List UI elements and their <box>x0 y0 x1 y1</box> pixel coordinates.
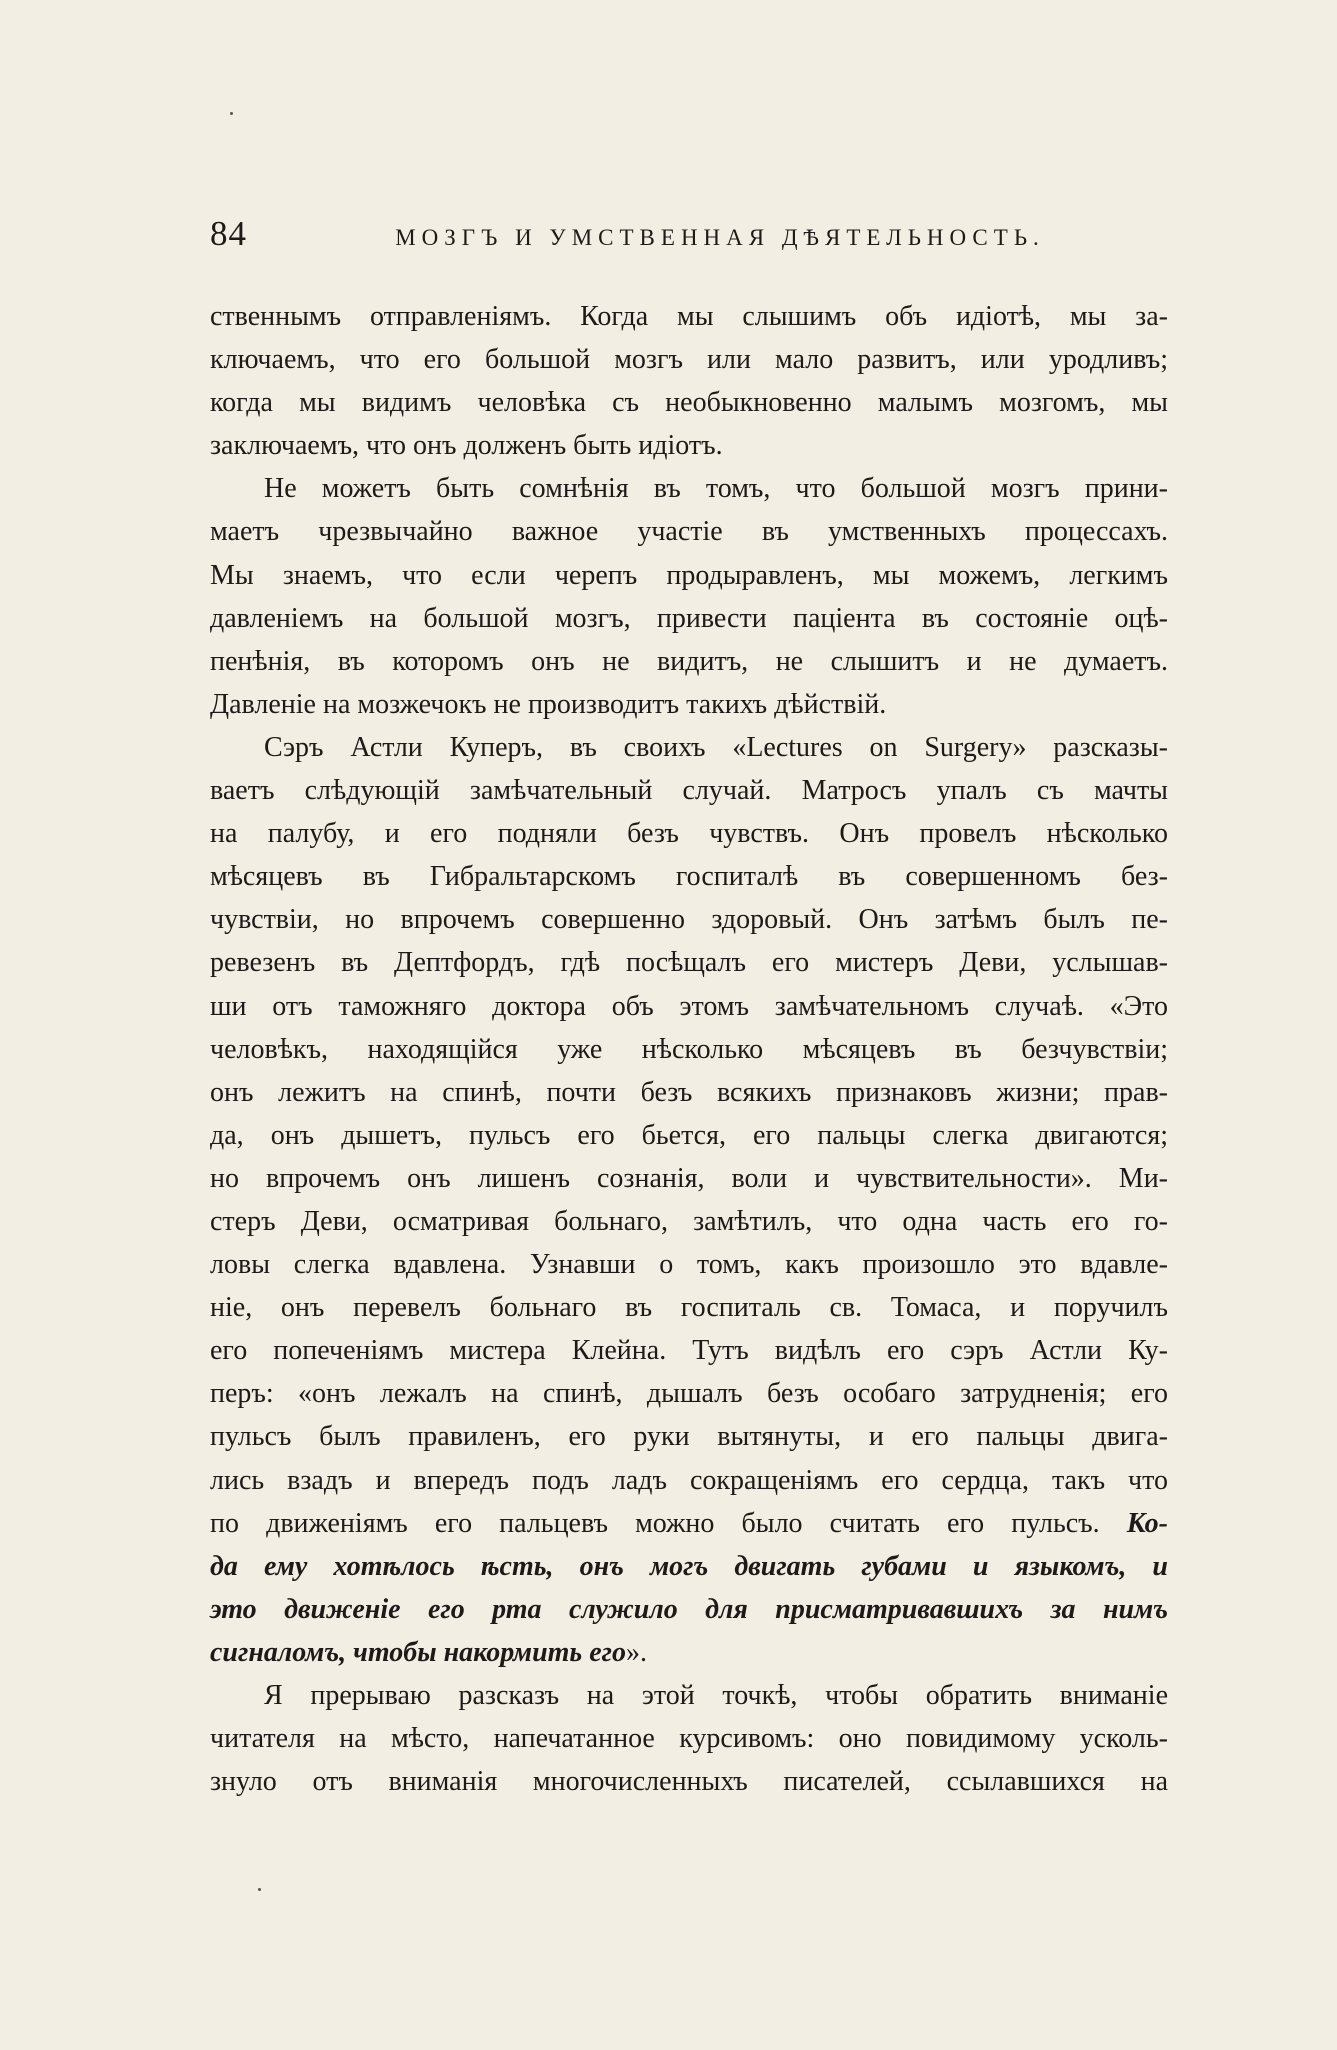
text-line: давленіемъ на большой мозгъ, привести паціента въ состояніе оцѣ- <box>210 602 1168 634</box>
text-line: Давленіе на мозжечокъ не производитъ такихъ дѣйствій. <box>210 688 887 720</box>
text-line: когда мы видимъ человѣка съ необыкновенно малымъ мозгомъ, мы <box>210 387 1168 419</box>
text-line: маетъ чрезвычайно важное участіе въ умственныхъ процессахъ. <box>210 516 1168 548</box>
text-line: Я прерываю разсказъ на этой точкѣ, чтобы обратить вниманіе <box>264 1680 1168 1711</box>
text-line: Сэръ Астли Куперъ, въ своихъ «Lectures on Surgery» разсказы- <box>264 731 1168 763</box>
paper-speck <box>258 1888 261 1891</box>
text-line-italic: это движеніе его рта служило для присматривавшихъ за нимъ <box>210 1593 1168 1625</box>
text-line: ственнымъ отправленіямъ. Когда мы слышимъ объ идіотѣ, мы за- <box>210 301 1168 332</box>
text-line: ніе, онъ перевелъ больнаго въ госпиталь св. Томаса, и поручилъ <box>210 1292 1168 1324</box>
text-line: человѣкъ, находящійся уже нѣсколько мѣсяцевъ въ безчувствіи; <box>210 1033 1168 1065</box>
running-head: МОЗГЪ И УМСТВЕННАЯ ДѢЯТЕЛЬНОСТЬ. <box>395 225 1045 250</box>
text-line: ши отъ таможняго доктора объ этомъ замѣчательномъ случаѣ. «Это <box>210 990 1168 1022</box>
text-line: ревезенъ въ Дептфордъ, гдѣ посѣщалъ его мистеръ Деви, услышав- <box>210 947 1168 979</box>
text-line: стеръ Деви, осматривая больнаго, замѣтилъ, что одна часть его го- <box>210 1205 1168 1237</box>
text-line: его попеченіямъ мистера Клейна. Тутъ видѣлъ его сэръ Астли Ку- <box>210 1335 1168 1367</box>
page-header <box>210 208 1160 268</box>
text-line: Мы знаемъ, что если черепъ продыравленъ, мы можемъ, легкимъ <box>210 559 1168 591</box>
text-line: читателя на мѣсто, напечатанное курсивомъ: оно повидимому усколь- <box>210 1723 1168 1755</box>
text-line-italic: сигналомъ, чтобы накормить его <box>210 1636 626 1668</box>
text-line: пенѣнія, въ которомъ онъ не видитъ, не слышитъ и не думаетъ. <box>210 645 1168 677</box>
text-line: заключаемъ, что онъ долженъ быть идіотъ. <box>210 430 723 462</box>
text-line: лись взадъ и впередъ подъ ладъ сокращеніямъ его сердца, такъ что <box>210 1464 1168 1496</box>
text-line: пульсъ былъ правиленъ, его руки вытянуты, и его пальцы двига- <box>210 1421 1168 1453</box>
body-text <box>210 295 1168 1803</box>
text-line: мѣсяцевъ въ Гибральтарскомъ госпиталѣ въ совершенномъ без- <box>210 861 1168 893</box>
text-line: знуло отъ вниманія многочисленныхъ писателей, ссылавшихся на <box>210 1766 1168 1798</box>
text-line: да, онъ дышетъ, пульсъ его бьется, его пальцы слегка двигаются; <box>210 1119 1168 1151</box>
text-line <box>210 1631 1168 1674</box>
text-line-italic: Ко- <box>1126 1507 1168 1539</box>
text-line-roman: по движеніямъ его пальцевъ можно было считать его пульсъ. <box>210 1507 1100 1539</box>
text-line: на палубу, и его подняли безъ чувствъ. Онъ провелъ нѣсколько <box>210 818 1168 850</box>
page-number: 84 <box>210 214 247 253</box>
text-line: ключаемъ, что его большой мозгъ или мало развитъ, или уродливъ; <box>210 344 1168 376</box>
text-line <box>210 1502 1168 1545</box>
text-line: чувствіи, но впрочемъ совершенно здоровый. Онъ затѣмъ былъ пе- <box>210 904 1168 936</box>
text-line-italic: да ему хотѣлось ѣсть, онъ могъ двигать губами и языкомъ, и <box>210 1550 1168 1582</box>
text-line: но впрочемъ онъ лишенъ сознанія, воли и чувствительности». Ми- <box>210 1162 1168 1194</box>
text-line: ваетъ слѣдующій замѣчательный случай. Матросъ упалъ съ мачты <box>210 775 1168 807</box>
text-line: ловы слегка вдавлена. Узнавши о томъ, какъ произошло это вдавле- <box>210 1249 1168 1281</box>
paper-speck <box>230 112 233 115</box>
text-line: перъ: «онъ лежалъ на спинѣ, дышалъ безъ особаго затрудненія; его <box>210 1378 1168 1410</box>
text-line: Не можетъ быть сомнѣнія въ томъ, что большой мозгъ прини- <box>264 473 1168 505</box>
text-line: онъ лежитъ на спинѣ, почти безъ всякихъ признаковъ жизни; прав- <box>210 1076 1168 1108</box>
text-line-roman: ». <box>626 1636 647 1668</box>
